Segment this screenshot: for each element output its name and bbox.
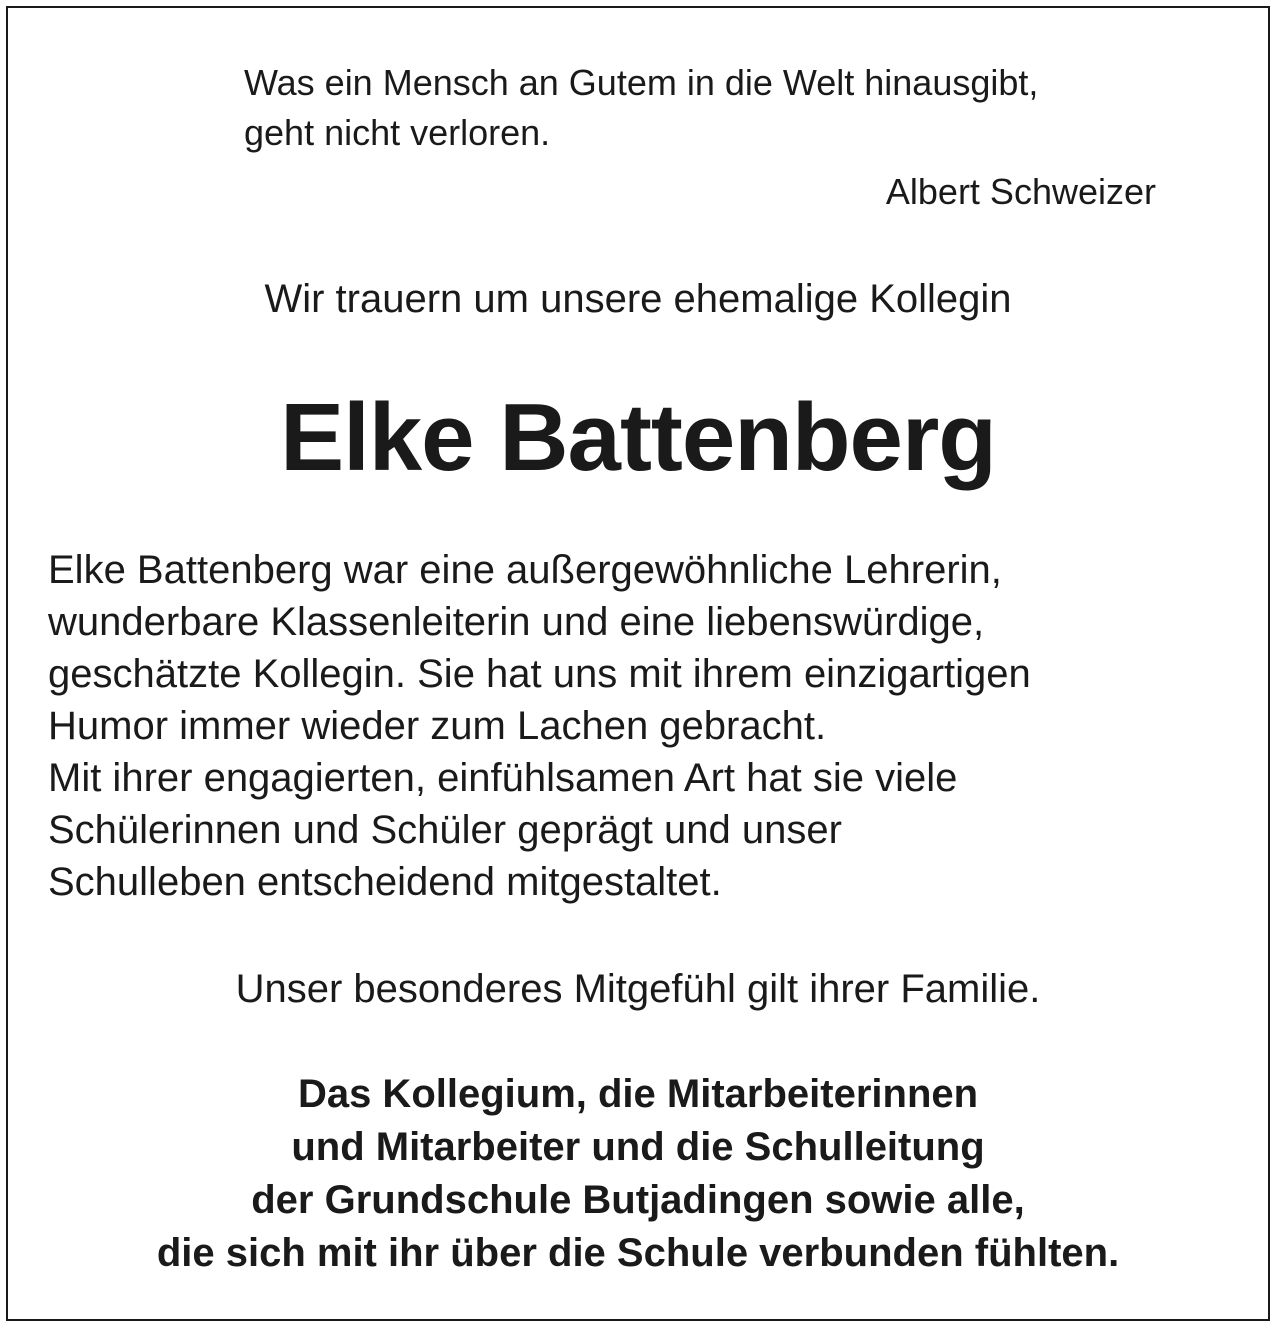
tribute-line: Schülerinnen und Schüler geprägt und unser: [48, 808, 842, 852]
mourning-intro: Wir trauern um unsere ehemalige Kollegin: [264, 277, 1012, 321]
signature-line: die sich mit ihr über die Schule verbunden fühlten.: [156, 1231, 1120, 1275]
deceased-name: Elke Battenberg: [280, 384, 996, 491]
signature-line: der Grundschule Butjadingen sowie alle,: [251, 1178, 1025, 1222]
signature-line: und Mitarbeiter und die Schulleitung: [291, 1125, 985, 1169]
tribute-line: geschätzte Kollegin. Sie hat uns mit ihrem einzigartigen: [48, 652, 1031, 696]
tribute-line: Elke Battenberg war eine außergewöhnliche Lehrerin,: [48, 548, 1002, 592]
signature-line: Das Kollegium, die Mitarbeiterinnen: [297, 1072, 979, 1116]
quote-line: geht nicht verloren.: [244, 112, 551, 153]
tribute-line: Schulleben entscheidend mitgestaltet.: [48, 860, 722, 904]
sympathy-line: Unser besonderes Mitgefühl gilt ihrer Familie.: [235, 967, 1041, 1011]
quote-author: Albert Schweizer: [885, 171, 1156, 212]
signature-block: [0, 1068, 1276, 1280]
tribute-line: wunderbare Klassenleiterin und eine liebenswürdige,: [48, 600, 985, 644]
tribute-text: [48, 544, 1031, 908]
quote: [244, 58, 1038, 158]
quote-line: Was ein Mensch an Gutem in die Welt hinausgibt,: [244, 62, 1039, 103]
tribute-line: Mit ihrer engagierten, einfühlsamen Art hat sie viele: [48, 756, 958, 800]
tribute-line: Humor immer wieder zum Lachen gebracht.: [48, 704, 827, 748]
